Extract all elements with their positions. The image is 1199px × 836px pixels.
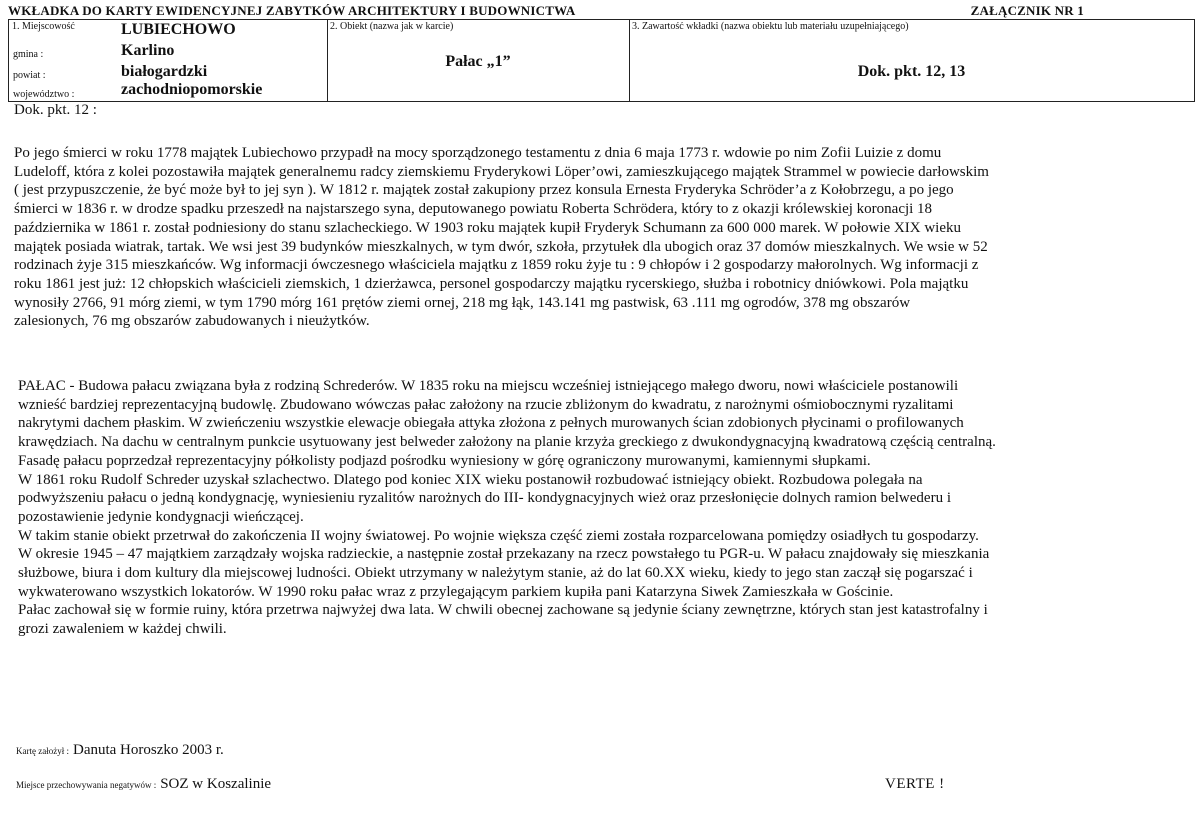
text-line: rodzinach żyje 315 mieszkańców. Wg informacji ówczesnego właściciela majątku z 1859 roku żyje tu : 9 chłopów i 2 gospodarzy małorolnych. Wg informacji z: [14, 257, 979, 274]
text-line: służbowe, biura i dom kultury dla miejscowej ludności. Obiekt utrzymany w należytym stanie, aż do lat 60.XX wieku, kiedy to jego stan zaczął się pogarszać i: [18, 565, 973, 582]
powiat-label: powiat :: [13, 70, 46, 81]
location-caption: 1. Miejscowość: [12, 21, 75, 32]
author-label: Kartę założył :: [16, 746, 69, 756]
text-line: roku 1861 jest już: 12 chłopskich właścicieli ziemskich, 1 dzierżawca, personel gospodarczy majątku rycerskiego, służba i robotnicy dniówkowi. Pola majątku: [14, 275, 969, 292]
text-line: Ludeloff, która z kolei pozostawiła majątek generalnemu radcy ziemskiemu Fryderykowi Löper’owi, zamieszkującego majątek Strammel w powiecie darłowskim: [14, 163, 989, 180]
voivodeship-value: zachodniopomorskie: [121, 81, 263, 98]
gmina-label: gmina :: [13, 49, 44, 60]
object-name: Pałac „1”: [445, 53, 511, 70]
text-line: Pałac zachował się w formie ruiny, która przetrwa najwyżej dwa lata. W chwili obecnej zachowane są jedynie ściany zewnętrzne, których stan jest katastrofalny i: [18, 602, 988, 619]
history-paragraph: [14, 144, 1184, 331]
section-heading: Dok. pkt. 12 :: [14, 102, 97, 118]
text-line: wznieść bardziej reprezentacyjną budowlę. Zbudowano wówczas pałac założony na rzucie zbliżonym do kwadratu, z narożnymi ośmiobocznymi ryzalitami: [18, 396, 954, 413]
text-line: W 1861 roku Rudolf Schreder uzyskał szlachectwo. Dlatego pod koniec XIX wieku postanowił rozbudować istniejący obiekt. Rozbudowa polegała na: [18, 471, 923, 488]
object-cell: [327, 20, 630, 101]
text-line: majątek posiada wiatrak, tartak. We wsi jest 39 budynków mieszkalnych, w tym dwór, szkoła, przytułek dla ubogich oraz 37 domów mieszkalnych. We wsie w 52: [14, 238, 988, 255]
content-cell: [629, 20, 1194, 101]
header-table: [8, 19, 1195, 102]
powiat-value: białogardzki: [121, 63, 208, 80]
card-author: [16, 742, 224, 759]
text-line: wykwaterowano wszystkich lokatorów. W 1990 roku pałac wraz z przylegającym parkiem kupiła pani Katarzyna Siwek Zamieszkała w Gościnie.: [18, 583, 894, 600]
place-name: LUBIECHOWO: [121, 21, 236, 38]
document-title: WKŁADKA DO KARTY EWIDENCYJNEJ ZABYTKÓW ARCHITEKTURY I BUDOWNICTWA: [8, 3, 576, 18]
object-caption: 2. Obiekt (nazwa jak w karcie): [330, 21, 454, 32]
negatives-value: SOZ w Koszalinie: [160, 776, 272, 792]
content-caption: 3. Zawartość wkładki (nazwa obiektu lub materiału uzupełniającego): [632, 21, 909, 32]
text-line: nakrytymi dachem płaskim. W zwieńczeniu wszystkie elewacje obiegała attyka złożona z pełnych murowanych ścian zdobionych płycinami o profilowanych: [18, 415, 964, 432]
text-line: śmierci w 1836 r. w drodze spadku przeszedł na najstarszego syna, deputowanego powiatu Roberta Schrödera, który to z okazji królewskiej koronacji 18: [14, 201, 933, 218]
negatives-storage: [16, 776, 271, 793]
location-cell: [9, 20, 328, 101]
verte-note: VERTE !: [885, 776, 945, 792]
text-line: października w 1861 r. został podniesiony do stanu szlacheckiego. W 1903 roku majątek kupił Fryderyk Schumann za 600 000 marek. W połowie XIX wieku: [14, 219, 962, 236]
voivodeship-label: województwo :: [13, 89, 75, 100]
author-value: Danuta Horoszko 2003 r.: [72, 742, 224, 758]
content-value: Dok. pkt. 12, 13: [857, 63, 966, 80]
text-line: pozostawienie jedynie kondygnacji wieńczącej.: [18, 508, 304, 525]
text-line: Fasadę pałacu poprzedzał reprezentacyjny półkolisty podjazd pośrodku wyniesiony w górę ograniczony murowanymi, kamiennymi słupkami.: [18, 452, 871, 469]
text-line: krawędziach. Na dachu w centralnym punkcie usytuowany jest belweder założony na planie krzyża greckiego z dwukondygnacyjną kwadratową częścią centralną.: [18, 434, 996, 451]
text-line: ( jest przypuszczenie, że być może był to jej syn ). W 1812 r. majątek został zakupiony przez konsula Ernesta Fryderyka Schröder’a z Kołobrzegu, a po jego: [14, 182, 954, 199]
text-line: zalesionych, 76 mg obszarów zabudowanych i nieużytków.: [14, 313, 370, 330]
text-line: podwyższeniu pałacu o jedną kondygnację, wyniesieniu ryzalitów narożnych do III- kondygnacyjnych wież oraz przesłonięcie dolnych ramion belwederu i: [18, 490, 951, 507]
text-line: wynosiły 2766, 91 mórg ziemi, w tym 1790 mórg 161 prętów ziemi ornej, 218 mg łąk, 143.141 mg pastwisk, 63 .111 mg ogrodów, 378 mg obszarów: [14, 294, 911, 311]
gmina-value: Karlino: [121, 42, 175, 59]
palace-paragraph: [18, 377, 1186, 639]
text-line: PAŁAC - Budowa pałacu związana była z rodziną Schrederów. W 1835 roku na miejscu wcześniej istniejącego małego dworu, nowi właściciele postanowili: [18, 378, 959, 394]
text-line: Po jego śmierci w roku 1778 majątek Lubiechowo przypadł na mocy sporządzonego testamentu z dnia 6 maja 1773 r. wdowie po nim Zofii Luizie z domu: [14, 145, 942, 161]
negatives-label: Miejsce przechowywania negatywów :: [16, 780, 157, 790]
text-line: W takim stanie obiekt przetrwał do zakończenia II wojny światowej. Po wojnie większa część ziemi została rozparcelowana pomiędzy osiadłych tu gospodarzy.: [18, 527, 979, 544]
annex-number: ZAŁĄCZNIK NR 1: [970, 3, 1084, 18]
text-line: W okresie 1945 – 47 majątkiem zarządzały wojska radzieckie, a następnie został przekazany na rzecz powstałego tu PGR-u. W pałacu znajdowały się mieszkania: [18, 546, 990, 563]
text-line: grozi zawaleniem w każdej chwili.: [18, 621, 227, 638]
